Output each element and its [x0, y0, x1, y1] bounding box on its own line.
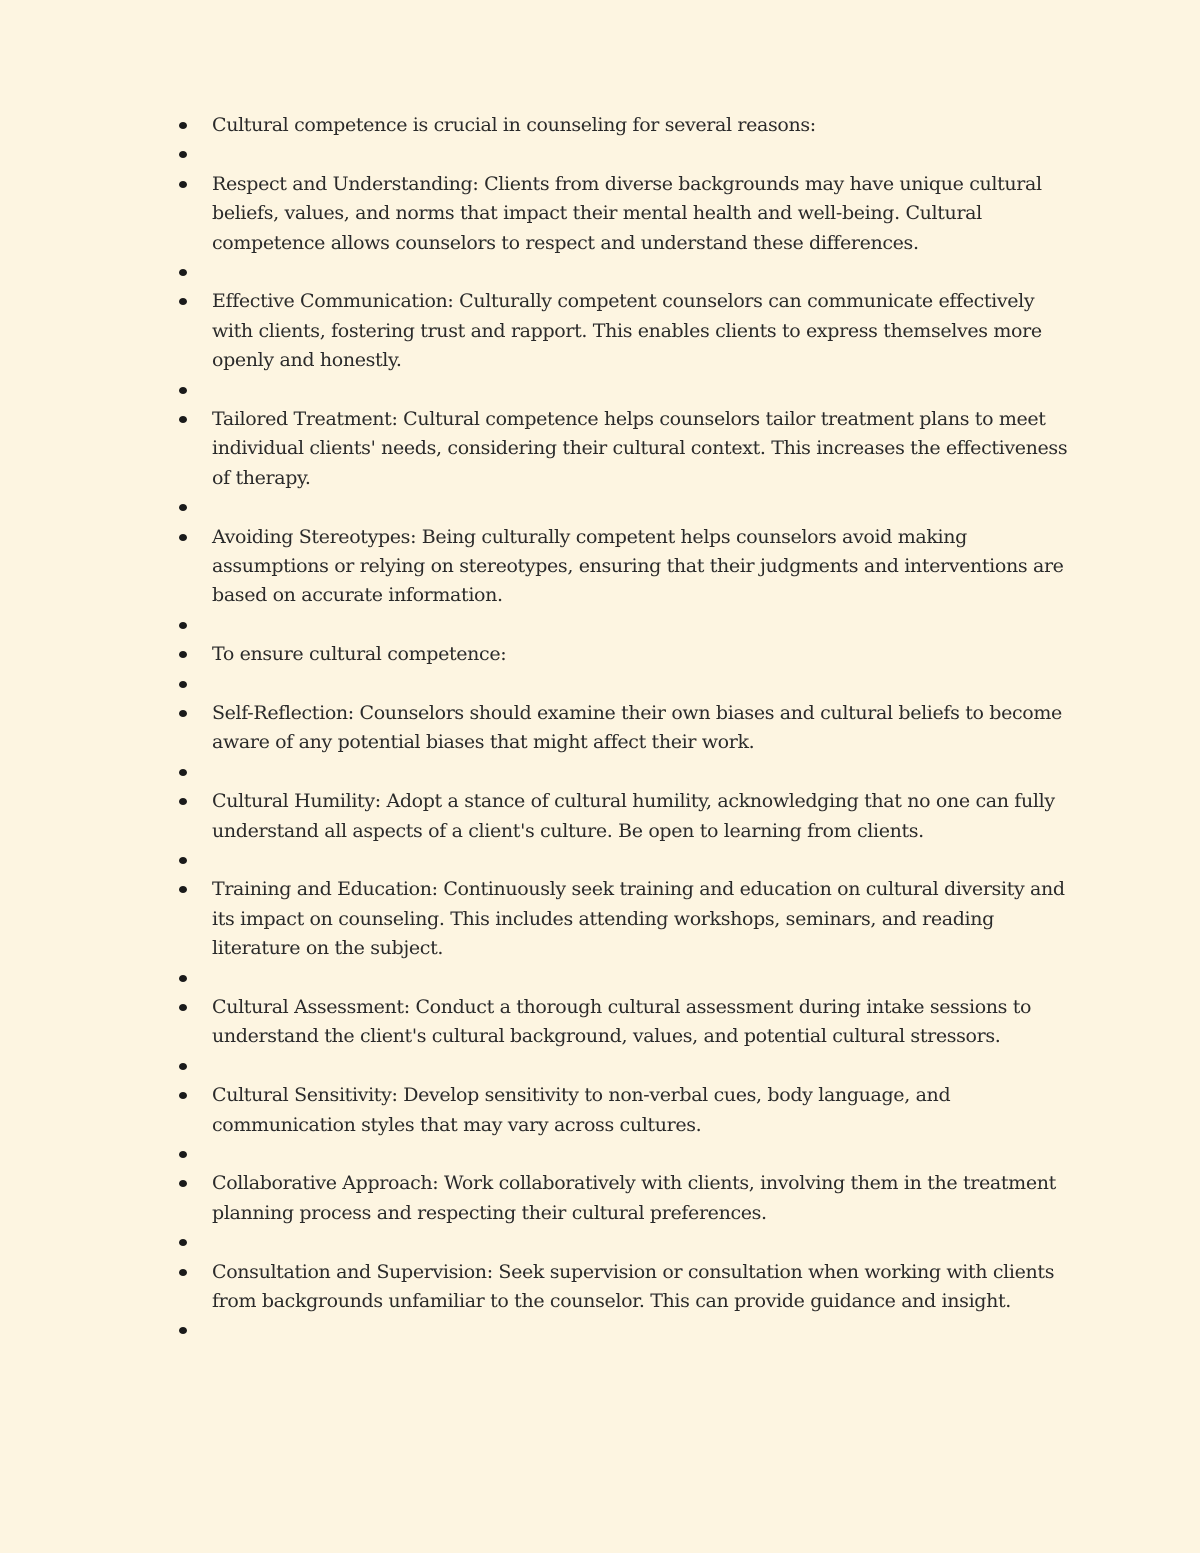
bullet-icon [179, 1269, 187, 1276]
bullet-icon [179, 622, 187, 629]
bullet-icon [179, 681, 187, 688]
list-item-text: To ensure cultural competence: [212, 643, 507, 666]
bullet-icon [179, 181, 187, 188]
list-item [172, 1052, 1072, 1081]
list-item-text: Avoiding Stereotypes: Being culturally competent helps counselors avoid making assumptions or relying on stereotypes, ensuring that their judgments and interventions are based on accurate information. [212, 525, 1064, 607]
list-item-text: Consultation and Supervision: Seek supervision or consultation when working with clients from backgrounds unfamiliar to the counselor. This can provide guidance and insight. [212, 1260, 1055, 1313]
bullet-icon [179, 504, 187, 511]
list-item [172, 287, 1072, 375]
list-item [172, 1228, 1072, 1257]
list-item [172, 140, 1072, 169]
bullet-icon [179, 798, 187, 805]
list-item [172, 964, 1072, 993]
bullet-icon [179, 1092, 187, 1099]
bullet-icon [179, 298, 187, 305]
bullet-icon [179, 1180, 187, 1187]
bullet-icon [179, 651, 187, 658]
list-item-text: Tailored Treatment: Cultural competence helps counselors tailor treatment plans to meet individual clients' needs, considering their cultural context. This increases the effectiveness of therapy. [212, 408, 1068, 489]
list-item [172, 1316, 1072, 1345]
list-item [172, 670, 1072, 699]
list-item [172, 640, 1072, 669]
bullet-icon [179, 1004, 187, 1011]
list-item [172, 1169, 1072, 1228]
list-item-text: Training and Education: Continuously seek training and education on cultural diversity and its impact on counseling. This includes attending workshops, seminars, and reading literature on the subject. [212, 878, 1065, 960]
list-item [172, 405, 1072, 493]
list-item [172, 258, 1072, 287]
list-item [172, 1140, 1072, 1169]
bullet-icon [179, 710, 187, 717]
bullet-icon [179, 387, 187, 394]
list-item [172, 376, 1072, 405]
bullet-icon [179, 769, 187, 776]
bullet-icon [179, 269, 187, 276]
list-item-text: Cultural Humility: Adopt a stance of cultural humility, acknowledging that no one can fully understand all aspects of a client's culture. Be open to learning from clients. [212, 790, 1055, 842]
bullet-icon [179, 1063, 187, 1070]
list-item-text: Cultural Assessment: Conduct a thorough cultural assessment during intake sessions to understand the client's cultural background, values, and potential cultural stressors. [212, 996, 1032, 1048]
bullet-icon [179, 534, 187, 541]
bullet-icon [179, 1327, 187, 1334]
list-item [172, 493, 1072, 522]
bullet-icon [179, 886, 187, 893]
bullet-icon [179, 975, 187, 982]
bullet-icon [179, 122, 187, 129]
list-item-text: Respect and Understanding: Clients from diverse backgrounds may have unique cultural beliefs, values, and norms that impact their mental health and well-being. Cultural competence allows counselors to respect and understand these differences. [212, 172, 1042, 254]
list-item-text: Effective Communication: Culturally competent counselors can communicate effectively with clients, fostering trust and rapport. This enables clients to express themselves more openly and honestly. [212, 290, 1042, 372]
list-item-text: Cultural competence is crucial in counseling for several reasons: [212, 114, 816, 136]
list-item [172, 1081, 1072, 1140]
bullet-icon [179, 857, 187, 864]
list-item [172, 787, 1072, 846]
list-item-text: Self-Reflection: Counselors should examine their own biases and cultural beliefs to become aware of any potential biases that might affect their work. [212, 702, 1062, 754]
list-item [172, 111, 1072, 140]
list-item [172, 170, 1072, 258]
bullet-list [172, 111, 1072, 1346]
bullet-icon [179, 416, 187, 423]
list-item [172, 611, 1072, 640]
bullet-icon [179, 1151, 187, 1158]
list-item [172, 758, 1072, 787]
list-item [172, 846, 1072, 875]
list-item [172, 1258, 1072, 1317]
list-item [172, 875, 1072, 963]
list-item [172, 699, 1072, 758]
list-item [172, 523, 1072, 611]
bullet-icon [179, 151, 187, 158]
list-item-text: Cultural Sensitivity: Develop sensitivity to non-verbal cues, body language, and communication styles that may vary across cultures. [212, 1084, 951, 1136]
list-item-text: Collaborative Approach: Work collaboratively with clients, involving them in the treatment planning process and respecting their cultural preferences. [212, 1172, 1056, 1224]
list-item [172, 993, 1072, 1052]
bullet-icon [179, 1239, 187, 1246]
